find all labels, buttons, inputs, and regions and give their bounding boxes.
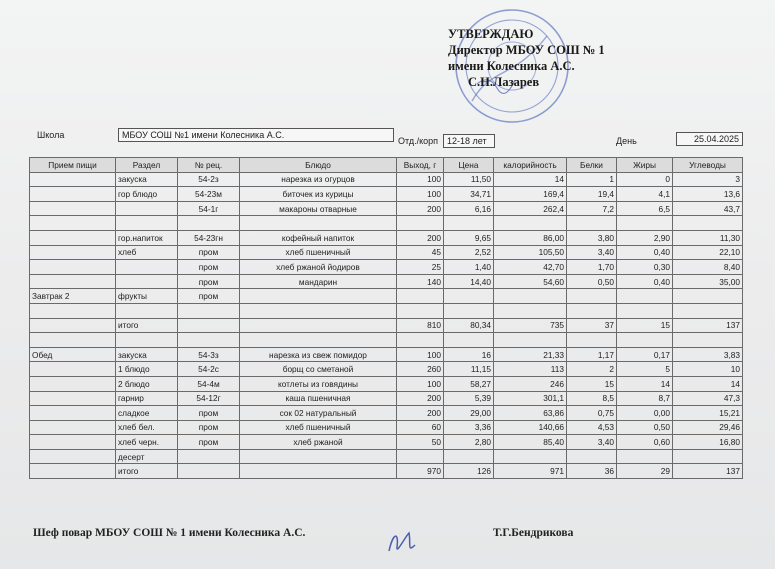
table-cell: 29,00 xyxy=(444,406,494,421)
table-cell: 262,4 xyxy=(494,201,567,216)
table-cell xyxy=(240,318,397,333)
table-cell: 29 xyxy=(617,464,673,479)
table-cell xyxy=(494,333,567,348)
table-cell: 0,60 xyxy=(617,435,673,450)
table-cell xyxy=(240,289,397,304)
table-cell xyxy=(673,449,743,464)
table-cell: гор блюдо xyxy=(116,187,178,202)
table-cell xyxy=(30,303,116,318)
chef-signature-line: Шеф повар МБОУ СОШ № 1 имени Колесника А.С. xyxy=(33,527,306,539)
table-cell xyxy=(444,333,494,348)
table-cell: 3 xyxy=(673,172,743,187)
table-cell xyxy=(397,303,444,318)
table-cell: каша пшеничная xyxy=(240,391,397,406)
table-cell xyxy=(567,289,617,304)
menu-table xyxy=(29,157,743,479)
table-cell xyxy=(444,216,494,231)
table-cell: 301,1 xyxy=(494,391,567,406)
table-cell: 86,00 xyxy=(494,230,567,245)
table-row xyxy=(30,333,743,348)
table-cell: 14 xyxy=(617,376,673,391)
table-cell: 22,10 xyxy=(673,245,743,260)
table-cell: 3,83 xyxy=(673,347,743,362)
table-cell: 970 xyxy=(397,464,444,479)
table-cell: 0,50 xyxy=(567,274,617,289)
table-cell xyxy=(397,333,444,348)
table-cell xyxy=(240,333,397,348)
table-cell: 735 xyxy=(494,318,567,333)
table-cell: 1 xyxy=(567,172,617,187)
table-cell: 8,40 xyxy=(673,260,743,275)
table-cell xyxy=(30,376,116,391)
table-cell: 21,33 xyxy=(494,347,567,362)
table-cell xyxy=(494,303,567,318)
table-cell: Обед xyxy=(30,347,116,362)
table-cell: 0,40 xyxy=(617,274,673,289)
table-cell xyxy=(30,245,116,260)
handwritten-signature xyxy=(385,527,425,559)
table-cell xyxy=(617,216,673,231)
table-cell: 1 блюдо xyxy=(116,362,178,377)
table-row xyxy=(30,435,743,450)
table-row xyxy=(30,376,743,391)
table-cell xyxy=(30,449,116,464)
table-cell: нарезка из свеж помидор xyxy=(240,347,397,362)
table-cell: 16,80 xyxy=(673,435,743,450)
table-cell: Завтрак 2 xyxy=(30,289,116,304)
table-cell xyxy=(30,201,116,216)
table-cell xyxy=(494,216,567,231)
table-cell: 50 xyxy=(397,435,444,450)
school-label: Школа xyxy=(37,130,65,140)
table-cell: 36 xyxy=(567,464,617,479)
table-cell: 11,15 xyxy=(444,362,494,377)
table-cell: 100 xyxy=(397,187,444,202)
table-cell: 2,52 xyxy=(444,245,494,260)
table-cell: 54-2с xyxy=(178,362,240,377)
table-cell: гор.напиток xyxy=(116,230,178,245)
table-cell: 2,90 xyxy=(617,230,673,245)
table-cell xyxy=(567,303,617,318)
table-cell: кофейный напиток xyxy=(240,230,397,245)
table-cell: 105,50 xyxy=(494,245,567,260)
table-cell: 37 xyxy=(567,318,617,333)
table-cell xyxy=(30,187,116,202)
table-cell xyxy=(673,333,743,348)
approval-title: УТВЕРЖДАЮ xyxy=(448,27,534,41)
column-header: Блюдо xyxy=(240,158,397,173)
approval-signatory: С.Н.Лазарев xyxy=(468,75,540,89)
table-cell xyxy=(30,420,116,435)
table-row xyxy=(30,172,743,187)
table-cell xyxy=(30,435,116,450)
table-cell xyxy=(178,449,240,464)
table-cell: 0 xyxy=(617,172,673,187)
table-cell: 0,40 xyxy=(617,245,673,260)
table-cell xyxy=(178,333,240,348)
column-header: Белки xyxy=(567,158,617,173)
table-cell: 63,86 xyxy=(494,406,567,421)
table-cell: 3,36 xyxy=(444,420,494,435)
table-cell: 810 xyxy=(397,318,444,333)
table-row xyxy=(30,230,743,245)
table-cell: 16 xyxy=(444,347,494,362)
table-cell: 200 xyxy=(397,230,444,245)
table-cell xyxy=(567,449,617,464)
table-cell: сок 02 натуральный xyxy=(240,406,397,421)
table-cell: 8,5 xyxy=(567,391,617,406)
table-cell: 11,30 xyxy=(673,230,743,245)
table-cell: 47,3 xyxy=(673,391,743,406)
table-cell: 200 xyxy=(397,201,444,216)
table-cell xyxy=(30,406,116,421)
table-cell xyxy=(673,216,743,231)
table-cell xyxy=(30,464,116,479)
table-cell: закуска xyxy=(116,347,178,362)
school-field: МБОУ СОШ №1 имени Колесника А.С. xyxy=(118,128,394,142)
table-cell: фрукты xyxy=(116,289,178,304)
table-cell: 14,40 xyxy=(444,274,494,289)
table-cell: 2,80 xyxy=(444,435,494,450)
table-cell: биточек из курицы xyxy=(240,187,397,202)
table-cell xyxy=(30,391,116,406)
table-cell: 29,46 xyxy=(673,420,743,435)
table-cell: 85,40 xyxy=(494,435,567,450)
table-cell xyxy=(30,333,116,348)
table-cell xyxy=(673,289,743,304)
table-cell: пром xyxy=(178,260,240,275)
table-cell xyxy=(240,449,397,464)
dept-label: Отд./корп xyxy=(398,136,438,146)
table-cell: 140 xyxy=(397,274,444,289)
table-cell: хлеб пшеничный xyxy=(240,420,397,435)
table-cell: итого xyxy=(116,464,178,479)
column-header: Жиры xyxy=(617,158,673,173)
table-row xyxy=(30,303,743,318)
table-cell xyxy=(444,303,494,318)
table-cell: 200 xyxy=(397,391,444,406)
table-cell: 54-2з xyxy=(178,172,240,187)
table-cell: 35,00 xyxy=(673,274,743,289)
table-cell: хлеб xyxy=(116,245,178,260)
table-cell: 246 xyxy=(494,376,567,391)
table-cell: хлеб ржаной йодиров xyxy=(240,260,397,275)
table-cell: 0,75 xyxy=(567,406,617,421)
table-cell: борщ со сметаной xyxy=(240,362,397,377)
table-cell: 34,71 xyxy=(444,187,494,202)
table-cell: 11,50 xyxy=(444,172,494,187)
table-cell xyxy=(617,289,673,304)
table-cell: 971 xyxy=(494,464,567,479)
table-row xyxy=(30,260,743,275)
table-cell xyxy=(240,303,397,318)
table-cell: 140,66 xyxy=(494,420,567,435)
table-cell: 169,4 xyxy=(494,187,567,202)
table-cell xyxy=(30,260,116,275)
column-header: Выход, г xyxy=(397,158,444,173)
table-cell: 58,27 xyxy=(444,376,494,391)
table-cell xyxy=(397,289,444,304)
table-cell: 14 xyxy=(494,172,567,187)
table-row xyxy=(30,449,743,464)
table-cell: гарнир xyxy=(116,391,178,406)
table-cell xyxy=(116,274,178,289)
table-cell: пром xyxy=(178,289,240,304)
table-cell: 200 xyxy=(397,406,444,421)
table-cell: 100 xyxy=(397,172,444,187)
table-cell xyxy=(494,449,567,464)
table-cell: хлеб черн. xyxy=(116,435,178,450)
table-cell: 1,40 xyxy=(444,260,494,275)
table-cell: 10 xyxy=(673,362,743,377)
table-cell: 6,16 xyxy=(444,201,494,216)
table-cell xyxy=(30,274,116,289)
table-cell xyxy=(30,362,116,377)
table-cell: пром xyxy=(178,420,240,435)
table-cell: 2 блюдо xyxy=(116,376,178,391)
chef-name: Т.Г.Бендрикова xyxy=(493,527,574,539)
approval-position: Директор МБОУ СОШ № 1 xyxy=(448,43,605,57)
table-cell: 54-3з xyxy=(178,347,240,362)
table-cell xyxy=(30,172,116,187)
table-cell: хлеб бел. xyxy=(116,420,178,435)
table-cell: 42,70 xyxy=(494,260,567,275)
table-cell: сладкое xyxy=(116,406,178,421)
table-cell: мандарин xyxy=(240,274,397,289)
table-cell: нарезка из огурцов xyxy=(240,172,397,187)
table-cell: 100 xyxy=(397,376,444,391)
table-cell: 5 xyxy=(617,362,673,377)
table-cell: 80,34 xyxy=(444,318,494,333)
table-row xyxy=(30,464,743,479)
table-cell: 1,17 xyxy=(567,347,617,362)
column-header: калорийность xyxy=(494,158,567,173)
table-cell xyxy=(116,201,178,216)
table-cell xyxy=(30,216,116,231)
table-cell: итого xyxy=(116,318,178,333)
table-cell: 25 xyxy=(397,260,444,275)
table-row xyxy=(30,420,743,435)
table-row xyxy=(30,289,743,304)
table-cell xyxy=(178,464,240,479)
table-cell: 0,50 xyxy=(617,420,673,435)
table-cell xyxy=(567,333,617,348)
table-row xyxy=(30,201,743,216)
day-label: День xyxy=(616,136,637,146)
table-cell: 1,70 xyxy=(567,260,617,275)
table-cell: 54-4м xyxy=(178,376,240,391)
table-cell xyxy=(116,303,178,318)
table-cell xyxy=(116,260,178,275)
column-header: № рец. xyxy=(178,158,240,173)
table-header-row xyxy=(30,158,743,173)
table-cell xyxy=(444,449,494,464)
table-cell: 45 xyxy=(397,245,444,260)
table-cell: 19,4 xyxy=(567,187,617,202)
table-cell: котлеты из говядины xyxy=(240,376,397,391)
table-cell: 43,7 xyxy=(673,201,743,216)
table-cell: макароны отварные xyxy=(240,201,397,216)
column-header: Раздел xyxy=(116,158,178,173)
table-row xyxy=(30,318,743,333)
table-row xyxy=(30,362,743,377)
table-cell: 126 xyxy=(444,464,494,479)
table-cell: 4,53 xyxy=(567,420,617,435)
table-cell: 0,17 xyxy=(617,347,673,362)
table-cell xyxy=(30,230,116,245)
table-cell xyxy=(567,216,617,231)
table-cell xyxy=(30,318,116,333)
table-cell xyxy=(178,303,240,318)
table-cell: пром xyxy=(178,274,240,289)
table-row xyxy=(30,216,743,231)
table-cell: 9,65 xyxy=(444,230,494,245)
table-cell: 4,1 xyxy=(617,187,673,202)
table-cell: 15 xyxy=(617,318,673,333)
table-cell: хлеб пшеничный xyxy=(240,245,397,260)
table-cell: 8,7 xyxy=(617,391,673,406)
table-cell xyxy=(240,464,397,479)
table-cell xyxy=(673,303,743,318)
table-cell: пром xyxy=(178,406,240,421)
table-cell xyxy=(116,216,178,231)
table-cell: 15,21 xyxy=(673,406,743,421)
table-cell: 5,39 xyxy=(444,391,494,406)
table-cell: 3,40 xyxy=(567,435,617,450)
table-cell: 15 xyxy=(567,376,617,391)
table-row xyxy=(30,245,743,260)
approval-block xyxy=(448,26,605,90)
table-row xyxy=(30,274,743,289)
table-cell: 54,60 xyxy=(494,274,567,289)
table-cell: 7,2 xyxy=(567,201,617,216)
table-cell: десерт xyxy=(116,449,178,464)
approval-school: имени Колесника А.С. xyxy=(448,59,575,73)
table-cell xyxy=(240,216,397,231)
table-cell xyxy=(178,216,240,231)
column-header: Цена xyxy=(444,158,494,173)
table-cell: 113 xyxy=(494,362,567,377)
table-cell: 13,6 xyxy=(673,187,743,202)
table-cell: 54-23м xyxy=(178,187,240,202)
table-cell xyxy=(178,318,240,333)
table-cell: 54-23гн xyxy=(178,230,240,245)
table-cell xyxy=(116,333,178,348)
table-cell xyxy=(494,289,567,304)
table-cell: 260 xyxy=(397,362,444,377)
dept-field: 12-18 лет xyxy=(443,134,495,148)
table-cell: 3,40 xyxy=(567,245,617,260)
table-cell: 14 xyxy=(673,376,743,391)
table-cell: 137 xyxy=(673,318,743,333)
table-cell: пром xyxy=(178,435,240,450)
column-header: Углеводы xyxy=(673,158,743,173)
table-cell: 2 xyxy=(567,362,617,377)
table-cell: 0,00 xyxy=(617,406,673,421)
table-cell: 137 xyxy=(673,464,743,479)
table-cell: хлеб ржаной xyxy=(240,435,397,450)
table-cell: 54-12г xyxy=(178,391,240,406)
table-cell xyxy=(617,303,673,318)
table-cell: 100 xyxy=(397,347,444,362)
table-cell xyxy=(617,333,673,348)
table-cell: 6,5 xyxy=(617,201,673,216)
day-field: 25.04.2025 xyxy=(676,132,743,146)
table-cell: пром xyxy=(178,245,240,260)
table-row xyxy=(30,406,743,421)
table-row xyxy=(30,391,743,406)
table-cell xyxy=(397,216,444,231)
table-cell xyxy=(397,449,444,464)
table-cell: закуска xyxy=(116,172,178,187)
table-cell: 54-1г xyxy=(178,201,240,216)
table-cell: 0,30 xyxy=(617,260,673,275)
table-row xyxy=(30,347,743,362)
table-cell xyxy=(617,449,673,464)
column-header: Прием пищи xyxy=(30,158,116,173)
table-cell xyxy=(444,289,494,304)
table-row xyxy=(30,187,743,202)
table-cell: 3,80 xyxy=(567,230,617,245)
table-cell: 60 xyxy=(397,420,444,435)
